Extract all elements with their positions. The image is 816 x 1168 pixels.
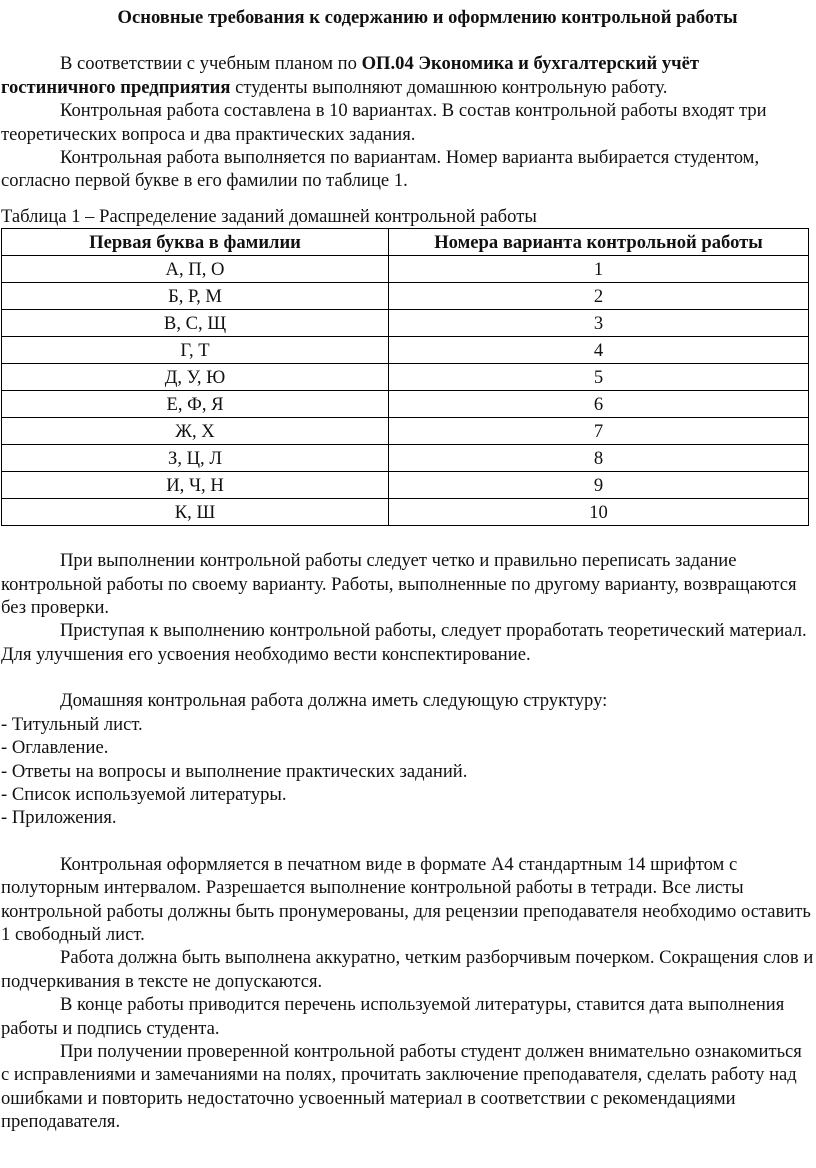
table-row <box>2 310 809 337</box>
intro-paragraph-1 <box>1 52 814 99</box>
document-title: Основные требования к содержанию и оформлению контрольной работы <box>117 7 738 28</box>
body-paragraph-7: Работа должна быть выполнена аккуратно, четким разборчивым почерком. Сокращения слов и подчеркивания в тексте не допускаются. <box>1 947 814 992</box>
table-cell-letters: Б, Р, М <box>2 283 389 310</box>
header-variant-number: Номера варианта контрольной работы <box>389 229 809 256</box>
table-row <box>2 256 809 283</box>
table-row <box>2 337 809 364</box>
discipline-name: ОП.04 Экономика и бухгалтерский учёт гостиничного предприятия <box>1 53 699 98</box>
spacer <box>1 666 814 689</box>
body-paragraph-9: При получении проверенной контрольной работы студент должен внимательно ознакомиться с исправлениями и замечаниями на полях, прочитать заключение преподавателя, сделать работу над ошибками и повторить недостаточно усвоенный материал в соответствии с рекомендациями преподавателя. <box>1 1040 802 1133</box>
intro-paragraph-3: Контрольная работа выполняется по вариантам. Номер варианта выбирается студентом, согласно первой букве в его фамилии по таблице 1. <box>1 147 760 192</box>
header-first-letter: Первая буква в фамилии <box>2 229 389 256</box>
table-row <box>2 364 809 391</box>
table-cell-variant: 2 <box>389 283 809 310</box>
table-cell-variant: 6 <box>389 391 809 418</box>
table-row <box>2 499 809 526</box>
structure-intro: Домашняя контрольная работа должна иметь следующую структуру: <box>60 690 608 712</box>
spacer <box>1 830 814 853</box>
body-paragraph-5: Приступая к выполнению контрольной работы, следует проработать теоретический материал. Для улучшения его усвоения необходимо вести конспектирование. <box>1 620 807 665</box>
table-cell-variant: 5 <box>389 364 809 391</box>
table-cell-variant: 9 <box>389 472 809 499</box>
list-item: - Приложения. <box>1 807 117 829</box>
table-cell-letters: Д, У, Ю <box>2 364 389 391</box>
table-cell-letters: Г, Т <box>2 337 389 364</box>
table-cell-letters: А, П, О <box>2 256 389 283</box>
table-cell-variant: 7 <box>389 418 809 445</box>
table-caption: Таблица 1 – Распределение заданий домашней контрольной работы <box>1 205 537 227</box>
table-cell-variant: 10 <box>389 499 809 526</box>
table-cell-variant: 8 <box>389 445 809 472</box>
list-item: - Титульный лист. <box>1 713 143 735</box>
table-row <box>2 391 809 418</box>
body-paragraph-4: При выполнении контрольной работы следует четко и правильно переписать задание контрольной работы по своему варианту. Работы, выполненные по другому варианту, возвращаются без проверки. <box>1 550 797 619</box>
table-cell-letters: З, Ц, Л <box>2 445 389 472</box>
table-cell-variant: 1 <box>389 256 809 283</box>
table-row <box>2 283 809 310</box>
table-cell-letters: К, Ш <box>2 499 389 526</box>
table-cell-variant: 4 <box>389 337 809 364</box>
list-item: - Оглавление. <box>1 737 109 759</box>
table-cell-letters: И, Ч, Н <box>2 472 389 499</box>
table-row <box>2 445 809 472</box>
table-header-row <box>2 229 809 256</box>
table-cell-letters: Ж, Х <box>2 418 389 445</box>
intro-p1-before: В соответствии с учебным планом по <box>60 53 362 75</box>
variant-table <box>1 228 809 526</box>
list-item: - Ответы на вопросы и выполнение практических заданий. <box>1 760 468 782</box>
table-cell-letters: В, С, Щ <box>2 310 389 337</box>
table-row <box>2 472 809 499</box>
table-cell-variant: 3 <box>389 310 809 337</box>
table-row <box>2 418 809 445</box>
intro-p1-after: студенты выполняют домашнюю контрольную работу. <box>230 76 668 98</box>
intro-paragraph-2: Контрольная работа составлена в 10 вариантах. В состав контрольной работы входят три теоретических вопроса и два практических задания. <box>1 100 767 145</box>
list-item: - Список используемой литературы. <box>1 783 287 805</box>
body-paragraph-6: Контрольная оформляется в печатном виде в формате А4 стандартным 14 шрифтом с полуторным интервалом. Разрешается выполнение контрольной работы в тетради. Все листы контрольной работы должны быть пронумерованы, для рецензии преподавателя необходимо оставить 1 свободный лист. <box>1 853 811 945</box>
table-cell-letters: Е, Ф, Я <box>2 391 389 418</box>
body-paragraph-8: В конце работы приводится перечень используемой литературы, ставится дата выполнения работы и подпись студента. <box>1 994 785 1039</box>
spacer <box>1 526 814 549</box>
